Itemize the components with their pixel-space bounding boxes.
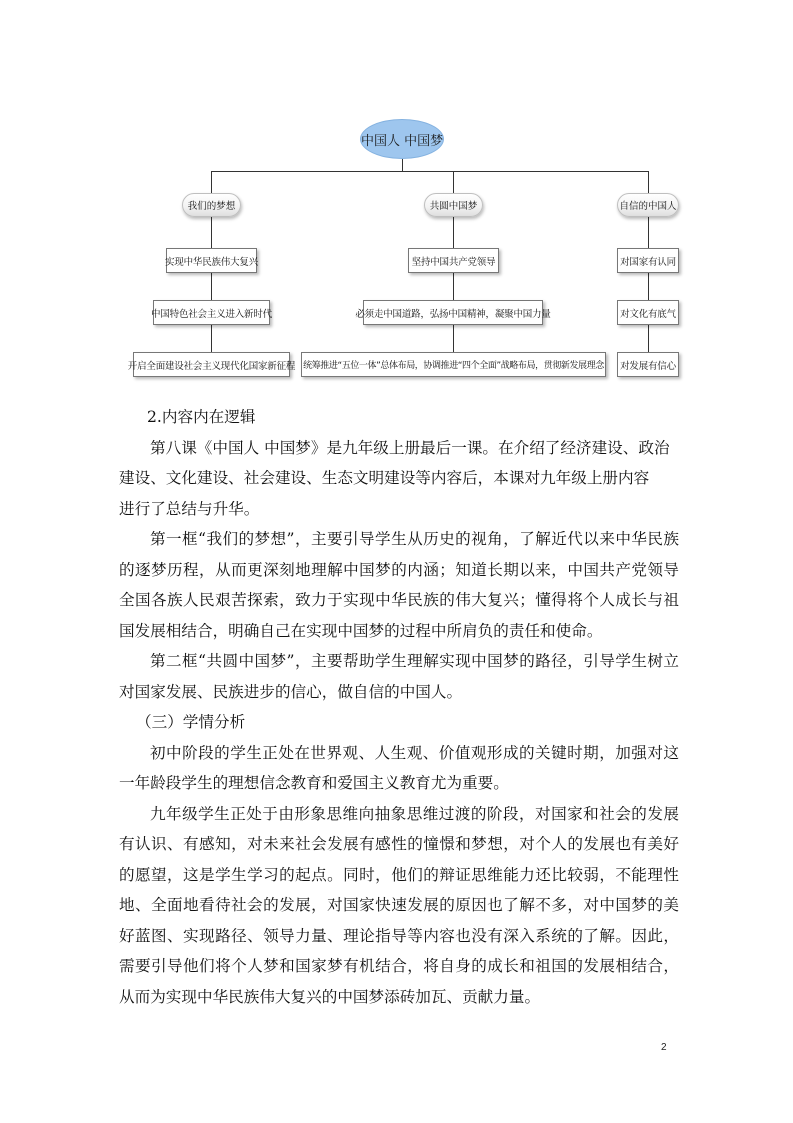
page-number: 2 <box>661 1042 667 1053</box>
leaf-node: 统筹推进“五位一体”总体布局，协调推进“四个全面”战略布局，贯彻新发展理念 <box>301 352 606 377</box>
leaf-node: 开启全面建设社会主义现代化国家新征程 <box>133 352 290 377</box>
connector-line <box>211 171 212 193</box>
connector-line <box>453 273 454 300</box>
connector-line <box>211 217 212 248</box>
connector-line <box>648 217 649 248</box>
paragraph: 第八课《中国人 中国梦》是九年级上册最后一课。在介绍了经济建设、政治建设、文化建设、社会建设、生态文明建设等内容后，本课对九年级上册内容 <box>119 438 670 487</box>
paragraph: 九年级学生正处于由形象思维向抽象思维过渡的阶段，对国家和社会的发展有认识、有感知，对未来社会发展有感性的憧憬和梦想，对个人的发展也有美好的愿望，这是学生学习的起点。同时，他们的辩证思维能力还比较弱，不能理性地、全面地看待社会的发展，对国家快速发展的原因也了解不多，对中国梦的美好蓝图、实现路径、领导力量、理论指导等内容也没有深入系统的了解。因此，需要引导他们将个人梦和国家梦有机结合，将自身的成长和祖国的发展相结合，从而为实现中华民族伟大复兴的中国梦添砖加瓦、贡献力量。 <box>119 804 679 1006</box>
leaf-node: 对国家有认同 <box>617 248 679 273</box>
leaf-node: 中国特色社会主义进入新时代 <box>153 300 270 325</box>
leaf-node: 对发展有信心 <box>617 352 679 377</box>
branch-node-confident-chinese: 自信的中国人 <box>617 193 679 217</box>
leaf-node: 实现中华民族伟大复兴 <box>166 248 257 273</box>
connector-line <box>402 159 403 171</box>
section-heading: （三）学情分析 <box>136 713 246 731</box>
paragraph: 初中阶段的学生正处在世界观、人生观、价值观形成的关键时期，加强对这一年龄段学生的理想信念教育和爱国主义教育尤为重要。 <box>119 743 679 792</box>
branch-node-shared-dream: 共圆中国梦 <box>424 193 483 217</box>
leaf-node: 坚持中国共产党领导 <box>408 248 499 273</box>
paragraph: 第一框“我们的梦想”，主要引导学生从历史的视角，了解近代以来中华民族的逐梦历程，从而更深刻地理解中国梦的内涵；知道长期以来，中国共产党领导全国各族人民艰苦探索，致力于实现中华民族的伟大复兴；懂得将个人成长与祖国发展相结合，明确自己在实现中国梦的过程中所肩负的责任和使命。 <box>119 530 679 640</box>
connector-line <box>211 171 649 172</box>
connector-line <box>453 171 454 193</box>
branch-node-our-dream: 我们的梦想 <box>182 193 241 217</box>
body-text <box>119 402 679 1012</box>
section-heading: 2.内容内在逻辑 <box>147 408 256 426</box>
paragraph: 进行了总结与升华。 <box>119 499 260 518</box>
leaf-node: 必须走中国道路，弘扬中国精神，凝聚中国力量 <box>363 300 543 325</box>
leaf-node: 对文化有底气 <box>617 300 679 325</box>
concept-map-diagram <box>0 0 793 400</box>
paragraph: 第二框“共圆中国梦”，主要帮助学生理解实现中国梦的路径，引导学生树立对国家发展、民族进步的信心，做自信的中国人。 <box>119 652 679 701</box>
connector-line <box>648 171 649 193</box>
connector-line <box>648 325 649 352</box>
connector-line <box>211 273 212 300</box>
connector-line <box>453 325 454 352</box>
root-node: 中国人 中国梦 <box>360 119 444 159</box>
connector-line <box>211 325 212 352</box>
connector-line <box>453 217 454 248</box>
connector-line <box>648 273 649 300</box>
